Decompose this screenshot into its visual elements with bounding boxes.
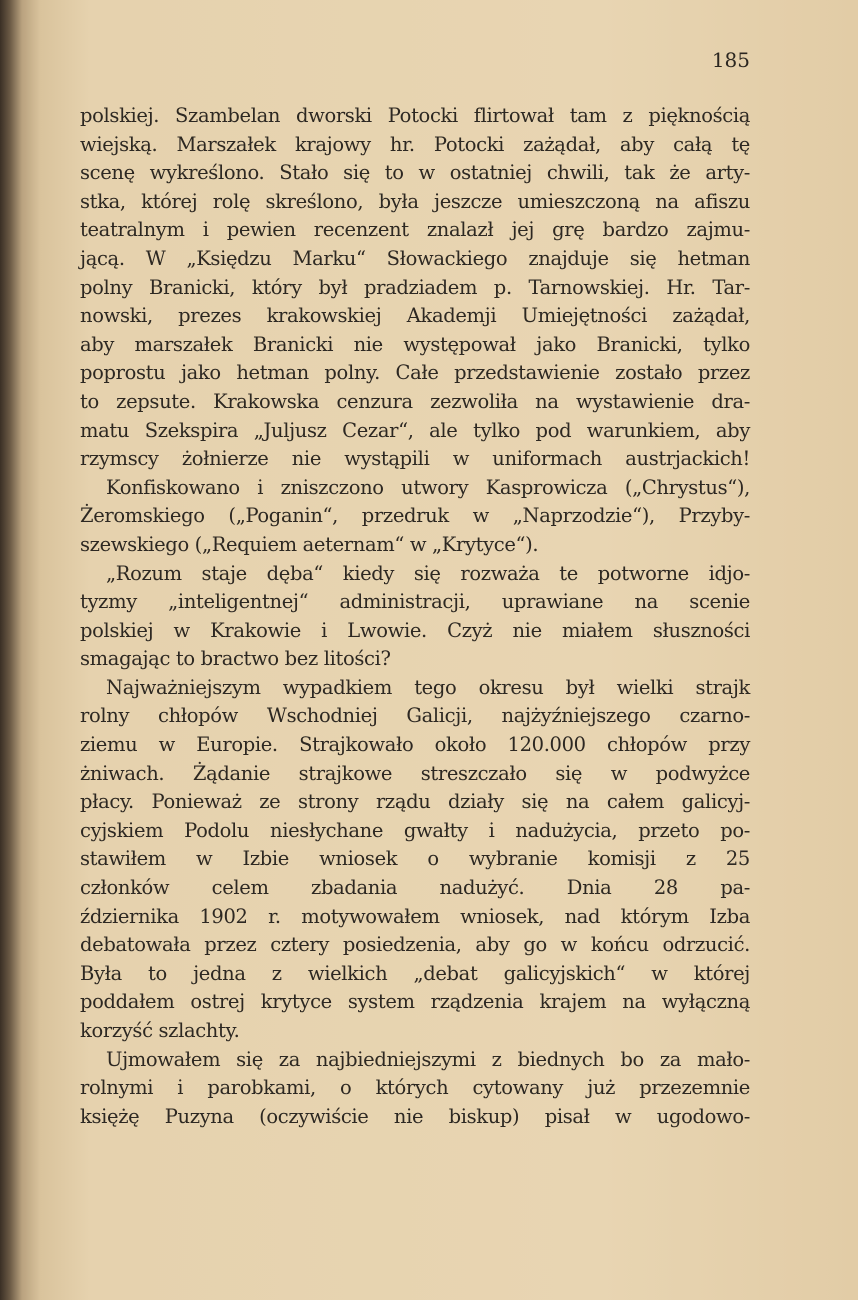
text-line: rzymscy żołnierze nie wystąpili w uniformach austrjackich! (80, 447, 750, 471)
text-line: księżę Puzyna (oczywiście nie biskup) pisał w ugodowo- (80, 1104, 750, 1128)
text-line: nowski, prezes krakowskiej Akademji Umiejętności zażądał, (80, 304, 750, 328)
text-line: polny Branicki, który był pradziadem p. Tarnowskiej. Hr. Tar- (80, 275, 750, 299)
text-line: to zepsute. Krakowska cenzura zezwoliła na wystawienie dra- (80, 389, 750, 413)
text-line: teatralnym i pewien recenzent znalazł jej grę bardzo zajmu- (80, 218, 750, 242)
text-line: stka, której rolę skreślono, była jeszcze umieszczoną na afiszu (80, 189, 750, 213)
text-line: Ujmowałem się za najbiedniejszymi z biednych bo za mało- (106, 1047, 750, 1071)
text-line: jącą. W „Księdzu Marku“ Słowackiego znajduje się hetman (80, 246, 750, 270)
text-line: tyzmy „inteligentnej“ administracji, uprawiane na scenie (80, 590, 750, 614)
text-line: Była to jedna z wielkich „debat galicyjskich“ w której (80, 961, 750, 985)
text-line: płacy. Ponieważ ze strony rządu działy się na całem galicyj- (80, 790, 750, 814)
text-line: smagając to bractwo bez litości? (80, 647, 391, 671)
text-line: ździernika 1902 r. motywowałem wniosek, nad którym Izba (80, 904, 750, 928)
page-number: 185 (711, 48, 750, 72)
text-line: ziemu w Europie. Strajkowało około 120.000 chłopów przy (80, 733, 750, 757)
text-line: poddałem ostrej krytyce system rządzenia krajem na wyłączną (80, 990, 750, 1014)
text-line: korzyść szlachty. (80, 1019, 240, 1042)
text-line: rolny chłopów Wschodniej Galicji, najżyźniejszego czarno- (80, 704, 750, 728)
text-line: poprostu jako hetman polny. Całe przedstawienie zostało przez (80, 361, 750, 385)
text-line: aby marszałek Branicki nie występował jako Branicki, tylko (80, 332, 750, 356)
text-line: rolnymi i parobkami, o których cytowany już przezemnie (80, 1076, 750, 1100)
body-text (80, 102, 750, 1131)
text-line: matu Szekspira „Juljusz Cezar“, ale tylko pod warunkiem, aby (80, 418, 750, 442)
text-line: wiejską. Marszałek krajowy hr. Potocki zażądał, aby całą tę (80, 132, 750, 156)
text-line: scenę wykreślono. Stało się to w ostatniej chwili, tak że arty- (80, 161, 750, 185)
text-line: żniwach. Żądanie strajkowe streszczało się w podwyżce (80, 761, 750, 785)
text-line: Żeromskiego („Poganin“, przedruk w „Naprzodzie“), Przyby- (80, 504, 750, 528)
text-line: cyjskiem Podolu niesłychane gwałty i nadużycia, przeto po- (80, 818, 750, 842)
text-line: debatowała przez cztery posiedzenia, aby go w końcu odrzucić. (80, 933, 750, 957)
text-line: polskiej w Krakowie i Lwowie. Czyż nie miałem słuszności (80, 618, 750, 642)
text-line: szewskiego („Requiem aeternam“ w „Krytyce“). (80, 532, 539, 556)
text-line: „Rozum staje dęba“ kiedy się rozważa te potworne idjo- (106, 561, 750, 585)
text-line: stawiłem w Izbie wniosek o wybranie komisji z 25 (80, 847, 750, 871)
text-line: Konfiskowano i zniszczono utwory Kasprowicza („Chrystus“), (106, 475, 750, 499)
text-line: polskiej. Szambelan dworski Potocki flirtował tam z pięknością (80, 104, 750, 127)
text-line: członków celem zbadania nadużyć. Dnia 28 pa- (80, 876, 750, 900)
text-line: Najważniejszym wypadkiem tego okresu był wielki strajk (106, 675, 750, 699)
